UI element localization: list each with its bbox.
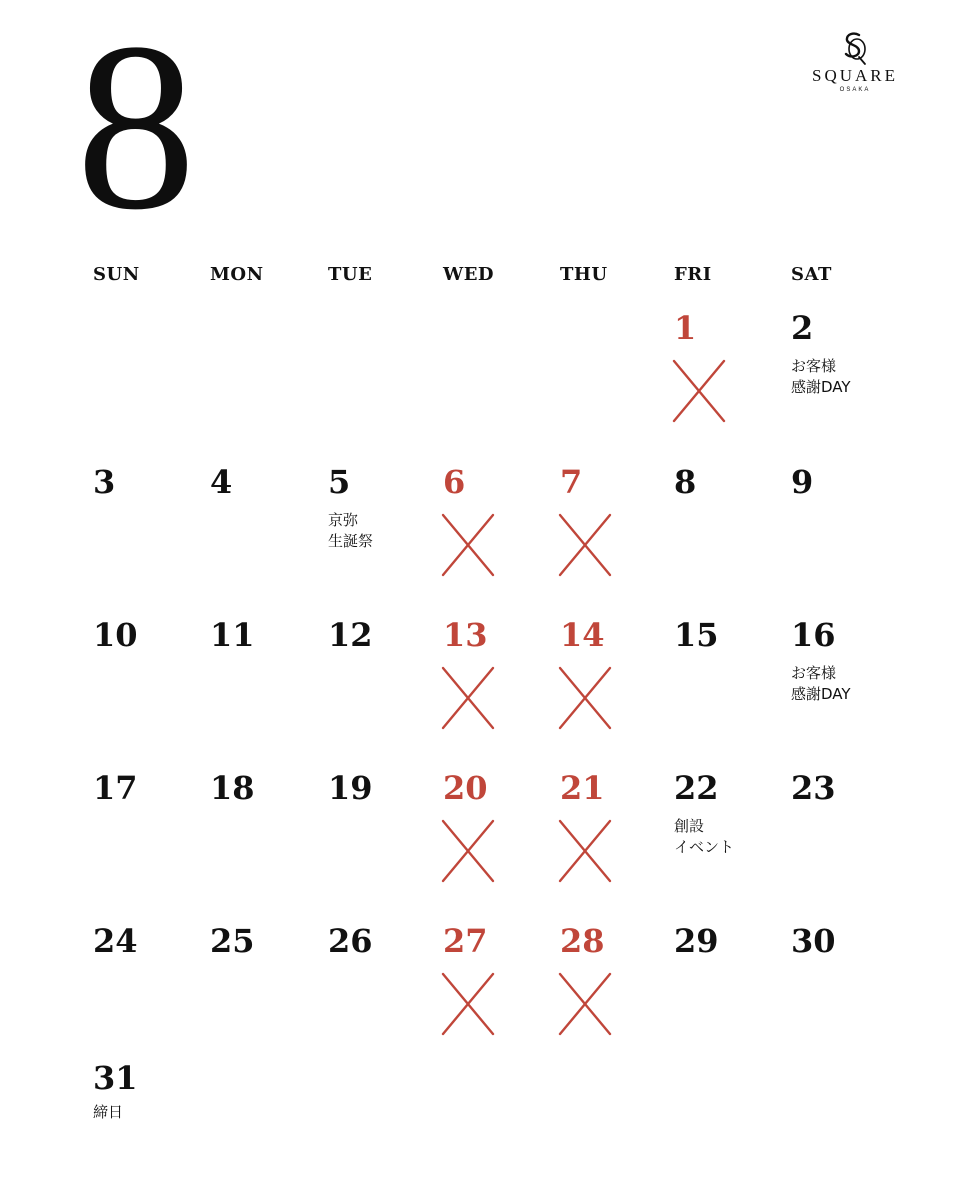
closed-cross-icon: [556, 664, 614, 732]
day-cell: [674, 310, 784, 450]
day-cell: [791, 310, 901, 450]
weekday-label-mon: MON: [210, 264, 264, 285]
day-cell: [443, 770, 553, 910]
day-number: 6: [443, 463, 466, 501]
day-event-note-line: 生誕祭: [328, 532, 374, 550]
day-cell: [210, 923, 320, 1063]
weekday-label-wed: WED: [443, 264, 495, 285]
day-number: 1: [674, 309, 697, 347]
day-number: 12: [328, 616, 373, 654]
day-cell: [210, 770, 320, 910]
day-number: 5: [328, 463, 351, 501]
weekday-label-fri: FRI: [674, 264, 712, 285]
month-number: 8: [76, 0, 194, 259]
day-number: 19: [328, 769, 373, 807]
day-number: 11: [210, 616, 255, 654]
day-number: 15: [674, 616, 719, 654]
day-cell: [210, 464, 320, 604]
day-cell: [791, 464, 901, 604]
closed-cross-icon: [439, 664, 497, 732]
closed-cross-icon: [670, 357, 728, 425]
day-cell: [210, 617, 320, 757]
day-number: 10: [93, 616, 138, 654]
day-number: 24: [93, 922, 138, 960]
day-cell: [93, 923, 203, 1063]
brand-logo: [800, 32, 910, 112]
brand-city: OSAKA: [839, 87, 871, 93]
day-number: 31: [93, 1059, 138, 1097]
day-number: 26: [328, 922, 373, 960]
day-cell: [328, 770, 438, 910]
closed-cross-icon: [439, 817, 497, 885]
weekday-label-thu: THU: [560, 264, 608, 285]
day-number: 25: [210, 922, 255, 960]
day-number: 8: [674, 463, 697, 501]
day-cell: [560, 923, 670, 1063]
day-number: 3: [93, 463, 116, 501]
day-event-note-line: 感謝DAY: [791, 378, 851, 396]
closed-cross-icon: [439, 970, 497, 1038]
weekday-label-tue: TUE: [328, 264, 373, 285]
weekday-label-sun: SUN: [93, 264, 140, 285]
day-event-note: [791, 356, 851, 398]
day-event-note-line: 創設: [674, 817, 705, 835]
closed-cross-icon: [556, 817, 614, 885]
day-cell: [328, 923, 438, 1063]
day-cell: [791, 617, 901, 757]
day-cell: [93, 1060, 203, 1200]
day-event-note: [674, 816, 734, 858]
day-event-note-line: 感謝DAY: [791, 685, 851, 703]
day-number: 13: [443, 616, 488, 654]
brand-monogram-icon: [840, 32, 870, 66]
closed-cross-icon: [556, 511, 614, 579]
day-number: 2: [791, 309, 814, 347]
day-cell: [674, 923, 784, 1063]
day-cell: [560, 464, 670, 604]
day-cell: [674, 770, 784, 910]
day-cell: [674, 464, 784, 604]
day-cell: [791, 923, 901, 1063]
day-cell: [674, 617, 784, 757]
day-number: 18: [210, 769, 255, 807]
day-number: 29: [674, 922, 719, 960]
day-cell: [328, 464, 438, 604]
day-event-note-line: お客様: [791, 664, 837, 682]
day-number: 17: [93, 769, 138, 807]
day-cell: [93, 464, 203, 604]
day-cell: [560, 770, 670, 910]
day-event-note: [791, 663, 851, 705]
day-cell: [791, 770, 901, 910]
brand-name: SQUARE: [811, 66, 898, 85]
day-number: 27: [443, 922, 488, 960]
day-number: 21: [560, 769, 605, 807]
day-event-note: [93, 1102, 123, 1123]
day-event-note-line: 締日: [93, 1103, 124, 1121]
day-number: 14: [560, 616, 605, 654]
day-number: 20: [443, 769, 488, 807]
day-event-note-line: お客様: [791, 357, 837, 375]
day-event-note: [328, 510, 373, 552]
day-number: 4: [210, 463, 233, 501]
day-event-note-line: 京弥: [328, 511, 359, 529]
day-event-note-line: イベント: [674, 838, 735, 856]
day-number: 7: [560, 463, 583, 501]
day-cell: [328, 617, 438, 757]
day-cell: [443, 617, 553, 757]
closed-cross-icon: [556, 970, 614, 1038]
day-cell: [443, 464, 553, 604]
day-number: 30: [791, 922, 836, 960]
day-cell: [93, 770, 203, 910]
day-number: 22: [674, 769, 719, 807]
day-number: 28: [560, 922, 605, 960]
weekday-label-sat: SAT: [791, 264, 832, 285]
day-number: 9: [791, 463, 814, 501]
day-cell: [93, 617, 203, 757]
day-cell: [560, 617, 670, 757]
day-cell: [443, 923, 553, 1063]
day-number: 16: [791, 616, 836, 654]
closed-cross-icon: [439, 511, 497, 579]
day-number: 23: [791, 769, 836, 807]
